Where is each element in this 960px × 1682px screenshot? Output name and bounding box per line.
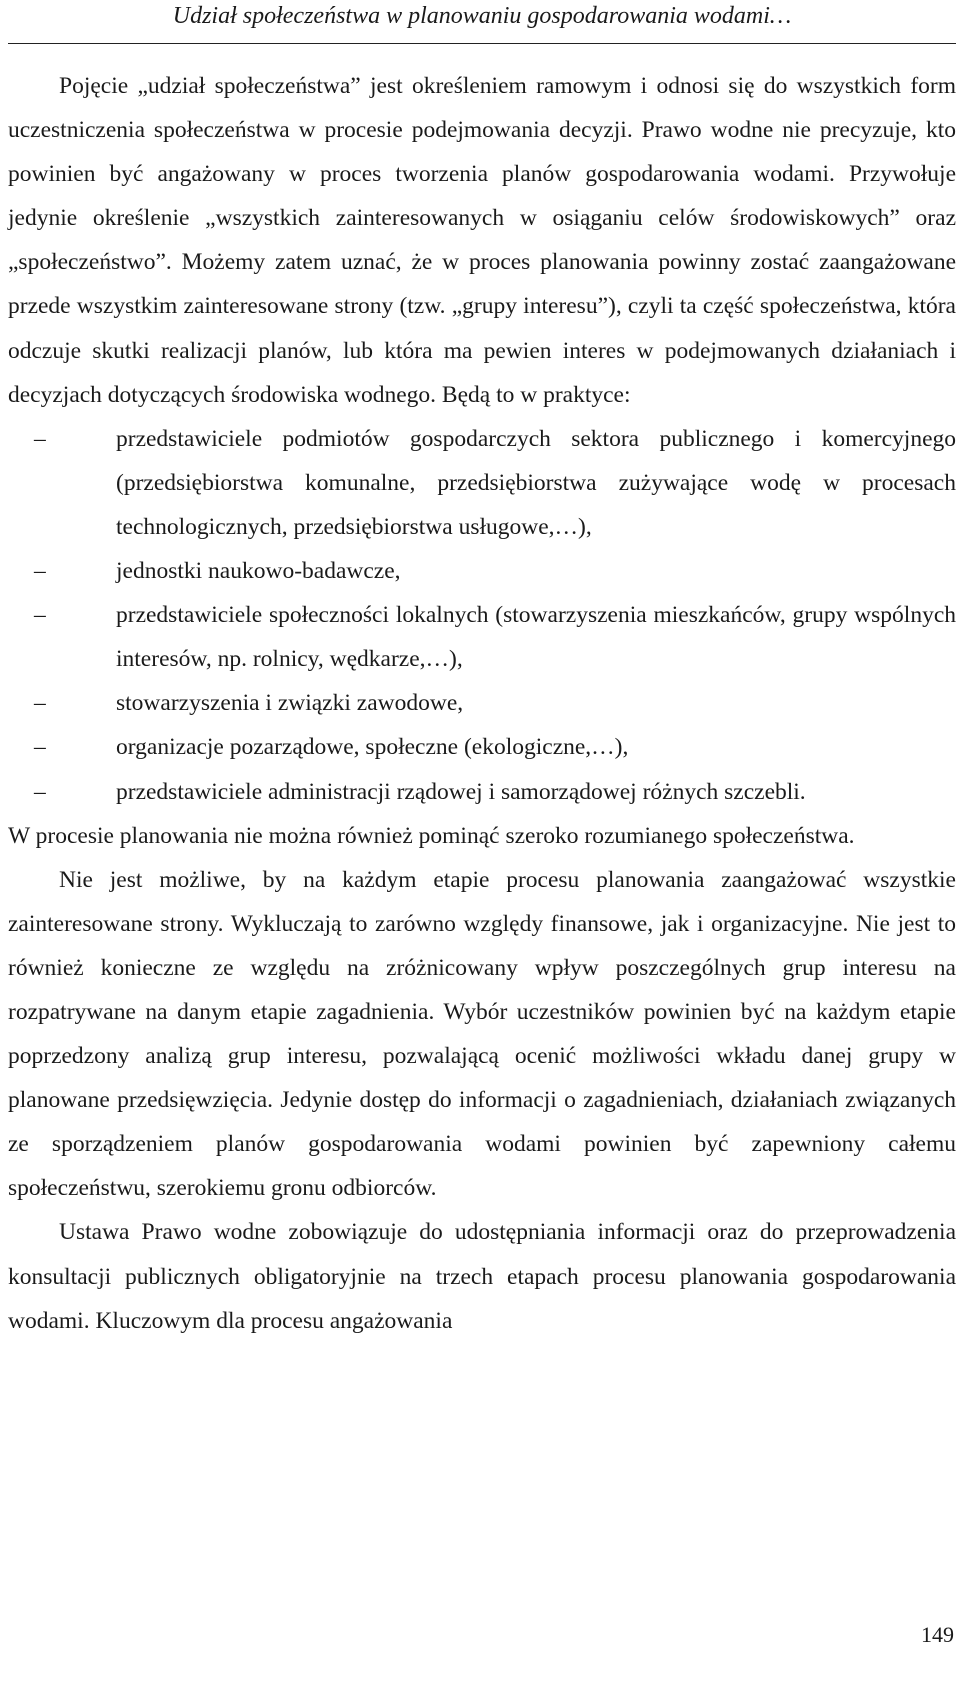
list-item bbox=[8, 593, 956, 681]
list-item bbox=[8, 681, 956, 725]
paragraph-3: Nie jest możliwe, by na każdym etapie procesu planowania zaangażować wszystkie zainteresowane strony. Wykluczają to zarówno względy finansowe, jak i organizacyjne. Nie jest to również konieczne ze względu na zróżnicowany wpływ poszczególnych grup interesu na rozpatrywane na danym etapie zagadnienia. Wybór uczestników powinien być na każdym etapie poprzedzony analizą grup interesu, pozwalającą ocenić możliwości wkładu danej grupy w planowane przedsięwzięcia. Jedynie dostęp do informacji o zagadnieniach, działaniach związanych ze sporządzeniem planów gospodarowania wodami powinien być zapewniony całemu społeczeństwu, szerokiemu gronu odbiorców. bbox=[8, 866, 956, 1202]
paragraph-1: Pojęcie „udział społeczeństwa” jest określeniem ramowym i odnosi się do wszystkich form uczestniczenia społeczeństwa w procesie podejmowania decyzji. Prawo wodne nie precyzuje, kto powinien być angażowany w proces tworzenia planów gospodarowania wodami. Przywołuje jedynie określenie „wszystkich zainteresowanych w osiąganiu celów środowiskowych” oraz „społeczeństwo”. Możemy zatem uznać, że w proces planowania powinny zostać zaangażowane przede wszystkim zainteresowane strony (tzw. „grupy interesu”), czyli ta część społeczeństwa, która odczuje skutki realizacji planów, lub która ma pewien interes w podejmowanych działaniach i decyzjach dotyczących środowiska wodnego. Będą to w praktyce: bbox=[8, 73, 956, 408]
paragraph-2: W procesie planowania nie można również pominąć szeroko rozumianego społeczeństwa. bbox=[8, 822, 855, 849]
list-item-text: jednostki naukowo-badawcze, bbox=[116, 558, 401, 585]
running-header bbox=[8, 0, 956, 44]
paragraph-4: Ustawa Prawo wodne zobowiązuje do udostępniania informacji oraz do przeprowadzenia konsultacji publicznych obligatoryjnie na trzech etapach procesu planowania gospodarowania wodami. Kluczowym dla procesu angażowania bbox=[8, 1219, 956, 1334]
dash-marker: – bbox=[34, 778, 46, 805]
running-header-title: Udział społeczeństwa w planowaniu gospodarowania wodami… bbox=[172, 3, 792, 29]
dash-marker: – bbox=[34, 425, 46, 452]
stakeholder-list bbox=[8, 417, 956, 814]
dash-marker: – bbox=[34, 734, 46, 761]
list-item bbox=[8, 417, 956, 549]
list-item-text: organizacje pozarządowe, społeczne (ekologiczne,…), bbox=[116, 734, 629, 761]
dash-marker: – bbox=[34, 690, 46, 717]
list-item-text: stowarzyszenia i związki zawodowe, bbox=[116, 690, 464, 717]
list-item bbox=[8, 725, 956, 769]
dash-marker: – bbox=[34, 558, 46, 585]
list-item-text: przedstawiciele społeczności lokalnych (stowarzyszenia mieszkańców, grupy wspólnych interesów, np. rolnicy, wędkarze,…), bbox=[116, 602, 956, 673]
document-body bbox=[8, 64, 956, 1343]
page-number: 149 bbox=[921, 1622, 954, 1647]
list-item bbox=[8, 549, 956, 593]
list-item-text: przedstawiciele podmiotów gospodarczych sektora publicznego i komercyjnego (przedsiębiorstwa komunalne, przedsiębiorstwa zużywające wodę w procesach technologicznych, przedsiębiorstwa usługowe,…), bbox=[116, 425, 956, 540]
list-item-text: przedstawiciele administracji rządowej i samorządowej różnych szczebli. bbox=[116, 778, 806, 805]
dash-marker: – bbox=[34, 602, 46, 629]
list-item bbox=[8, 770, 956, 814]
